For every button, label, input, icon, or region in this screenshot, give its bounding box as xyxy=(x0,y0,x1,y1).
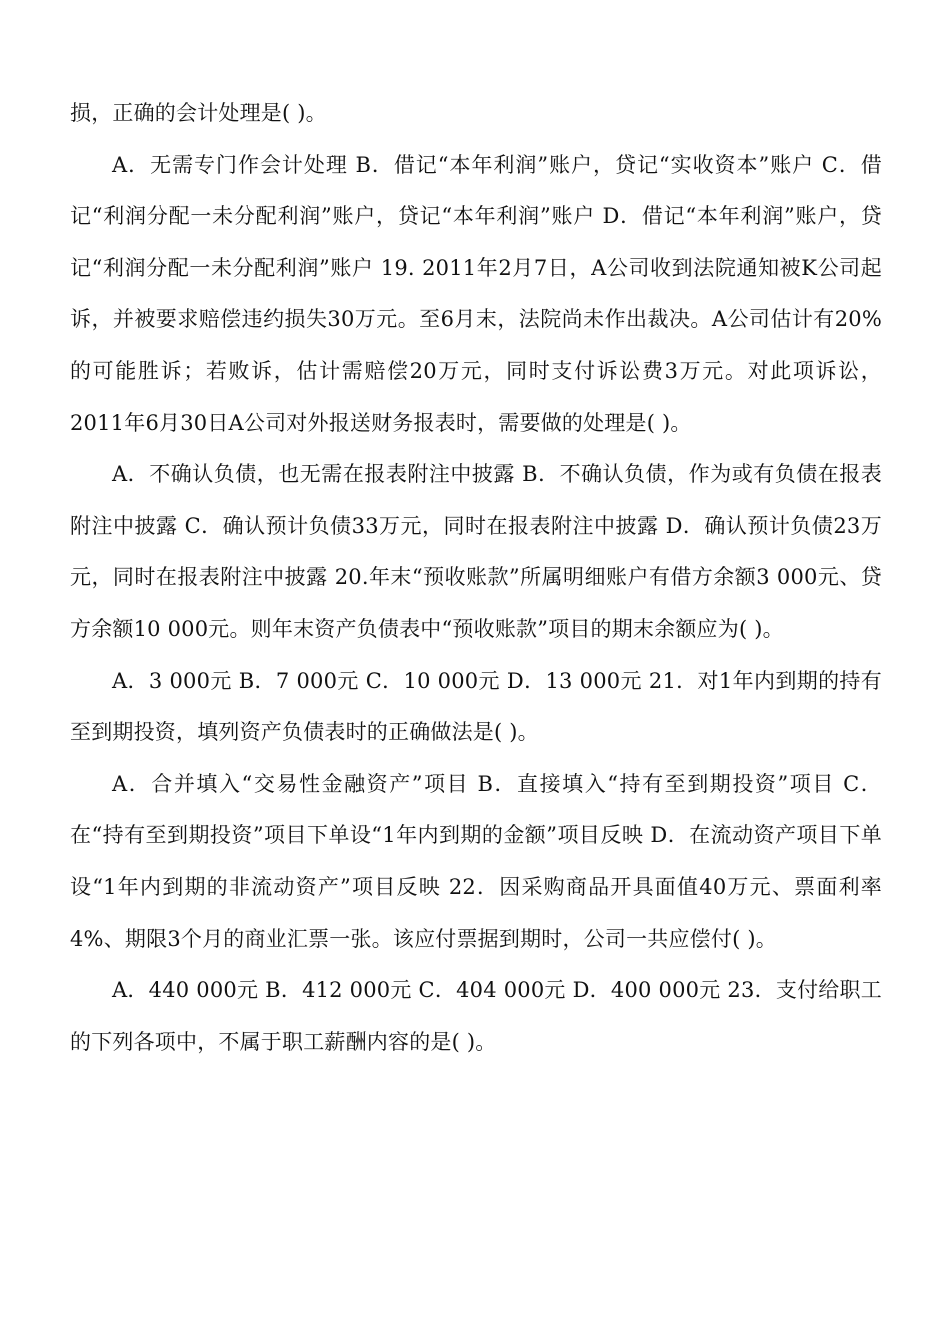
paragraph-options-22-question-23: A．440 000元 B．412 000元 C．404 000元 D．400 000元 23．支付给职工的下列各项中，不属于职工薪酬内容的是( )。 xyxy=(70,978,882,1054)
paragraph-options-19-question-20: A．不确认负债，也无需在报表附注中披露 B．不确认负债，作为或有负债在报表附注中披露 C．确认预计负债33万元，同时在报表附注中披露 D．确认预计负债23万元，同时在报表附注中披露 20.年末“预收账款”所属明细账户有借方余额3 000元、贷方余额10 000元。则年末资产负债表中“预收账款”项目的期末余额应为( )。 xyxy=(70,462,882,641)
paragraph-options-20-question-21: A．3 000元 B．7 000元 C．10 000元 D．13 000元 21．对1年内到期的持有至到期投资，填列资产负债表时的正确做法是( )。 xyxy=(70,668,882,745)
document-page xyxy=(70,88,882,1068)
paragraph-options-18-question-19: A．无需专门作会计处理 B．借记“本年利润”账户，贷记“实收资本”账户 C．借记“利润分配一未分配利润”账户，贷记“本年利润”账户 D．借记“本年利润”账户，贷记“利润分配一未分配利润”账户 19. 2011年2月7日，A公司收到法院通知被K公司起诉，并被要求赔偿违约损失30万元。至6月末，法院尚未作出裁决。A公司估计有20%的可能胜诉；若败诉，估计需赔偿20万元，同时支付诉讼费3万元。对此项诉讼，2011年6月30日A公司对外报送财务报表时，需要做的处理是( )。 xyxy=(70,152,882,435)
paragraph-question-18-tail: 损，正确的会计处理是( )。 xyxy=(70,101,327,125)
paragraph-options-21-question-22: A．合并填入“交易性金融资产”项目 B．直接填入“持有至到期投资”项目 C．在“持有至到期投资”项目下单设“1年内到期的金额”项目反映 D．在流动资产项目下单设“1年内到期的非流动资产”项目反映 22．因采购商品开具面值40万元、票面利率4%、期限3个月的商业汇票一张。该应付票据到期时，公司一共应偿付( )。 xyxy=(70,771,882,951)
